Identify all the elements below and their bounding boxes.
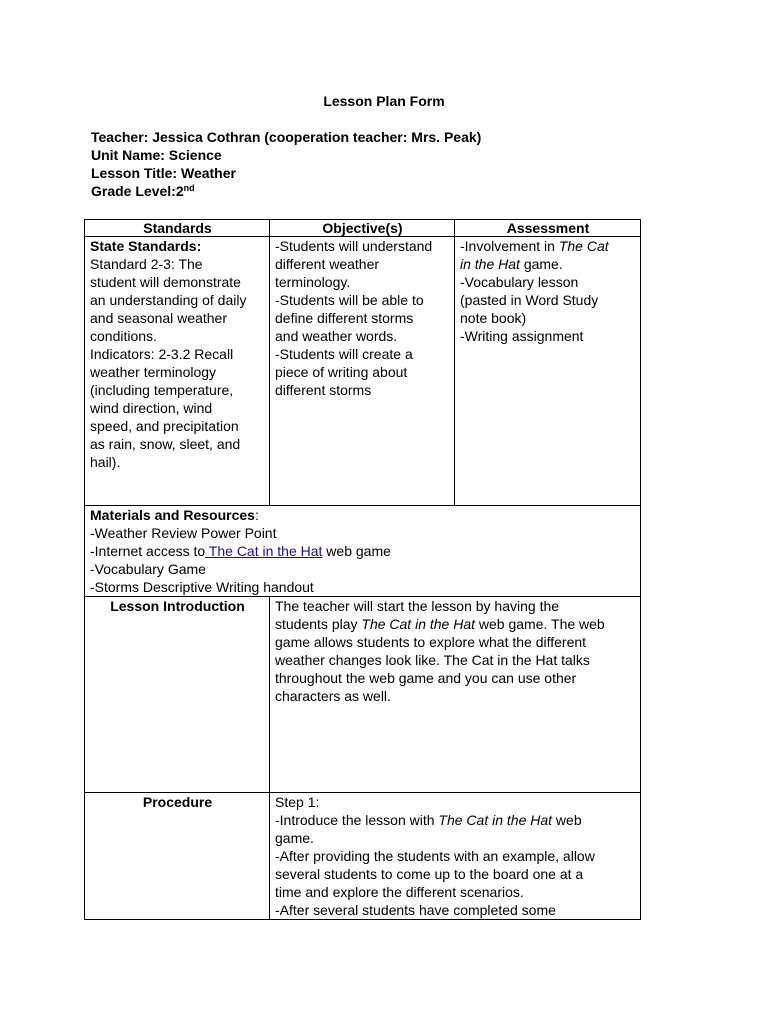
objective-line: -Students will be able to: [275, 292, 424, 308]
materials-cell: [85, 506, 641, 597]
procedure-line: Step 1:: [275, 794, 320, 810]
assessment-cell: [455, 237, 641, 506]
assessment-line: [460, 255, 636, 273]
procedure-cell: [270, 793, 641, 920]
procedure-line: several students to come up to the board one at a: [275, 866, 584, 882]
materials-row: [85, 506, 641, 597]
introduction-row: [85, 597, 641, 793]
objective-line: -Students will create a: [275, 346, 413, 362]
procedure-text: web: [552, 812, 582, 828]
materials-item: -Weather Review Power Point: [90, 525, 277, 541]
objective-line: define different storms: [275, 310, 414, 326]
objective-line: and weather words.: [275, 328, 398, 344]
grade-level-line: [91, 182, 481, 200]
materials-item: -Storms Descriptive Writing handout: [90, 579, 314, 595]
table-header-row: [85, 220, 641, 237]
header-standards: Standards: [85, 220, 270, 237]
standards-line: Indicators: 2-3.2 Recall: [90, 346, 234, 362]
materials-text: -Internet access to: [90, 543, 206, 559]
page-title: Lesson Plan Form: [323, 93, 445, 109]
unit-line: Unit Name: Science: [91, 147, 222, 163]
teacher-line: Teacher: Jessica Cothran (cooperation teacher: Mrs. Peak): [91, 129, 482, 145]
standards-line: an understanding of daily: [90, 292, 247, 308]
procedure-line: game.: [275, 830, 314, 846]
materials-item: [90, 542, 636, 560]
state-standards-heading: State Standards:: [90, 238, 202, 254]
standards-row: [85, 237, 641, 506]
introduction-line: weather changes look like. The Cat in the Hat talks: [275, 652, 590, 668]
standards-line: wind direction, wind: [90, 400, 213, 416]
introduction-line: [275, 615, 636, 633]
procedure-line: -After several students have completed some: [275, 902, 556, 918]
procedure-line: -After providing the students with an example, allow: [275, 848, 595, 864]
objective-line: different weather: [275, 256, 380, 272]
assessment-text: game.: [519, 256, 563, 272]
cat-in-hat-title: The Cat in the Hat: [361, 616, 476, 632]
introduction-line: characters as well.: [275, 688, 391, 704]
cat-in-hat-title: The Cat in the Hat: [438, 812, 553, 828]
materials-text: web game: [322, 543, 391, 559]
objective-line: terminology.: [275, 274, 351, 290]
materials-heading: Materials and Resources: [90, 507, 255, 523]
grade-level-suffix: nd: [183, 183, 195, 193]
introduction-line: throughout the web game and you can use other: [275, 670, 577, 686]
cat-in-hat-title: The Cat: [558, 238, 609, 254]
materials-heading-line: [90, 506, 636, 524]
lesson-title-line: Lesson Title: Weather: [91, 165, 236, 181]
procedure-line: time and explore the different scenarios.: [275, 884, 524, 900]
introduction-line: The teacher will start the lesson by having the: [275, 598, 560, 614]
materials-colon: :: [254, 507, 259, 523]
standards-line: (including temperature,: [90, 382, 234, 398]
assessment-line: -Writing assignment: [460, 328, 584, 344]
assessment-line: note book): [460, 310, 527, 326]
objective-line: -Students will understand: [275, 238, 433, 254]
objective-line: piece of writing about: [275, 364, 408, 380]
standards-cell: [85, 237, 270, 506]
standards-line: speed, and precipitation: [90, 418, 239, 434]
introduction-text: students play: [275, 616, 362, 632]
standards-line: weather terminology: [90, 364, 217, 380]
procedure-text: -Introduce the lesson with: [275, 812, 439, 828]
introduction-text: web game. The web: [475, 616, 605, 632]
assessment-line: [460, 237, 636, 255]
lesson-plan-table: [84, 219, 641, 920]
standards-line: conditions.: [90, 328, 157, 344]
standards-line: Standard 2-3: The: [90, 256, 203, 272]
cat-in-hat-link[interactable]: The Cat in the Hat: [205, 543, 323, 559]
introduction-line: game allows students to explore what the different: [275, 634, 587, 650]
grade-level-value: 2: [175, 183, 184, 199]
procedure-line: [275, 811, 636, 829]
materials-item: -Vocabulary Game: [90, 561, 206, 577]
lesson-meta: [91, 128, 481, 200]
assessment-text: -Involvement in: [460, 238, 559, 254]
standards-line: as rain, snow, sleet, and: [90, 436, 241, 452]
standards-line: student will demonstrate: [90, 274, 241, 290]
introduction-cell: [270, 597, 641, 793]
objective-line: different storms: [275, 382, 372, 398]
assessment-line: (pasted in Word Study: [460, 292, 599, 308]
standards-line: hail).: [90, 454, 121, 470]
cat-in-hat-title: in the Hat: [460, 256, 520, 272]
objectives-cell: [270, 237, 455, 506]
procedure-label: Procedure: [85, 793, 270, 920]
grade-level-label: Grade Level:: [91, 183, 176, 199]
header-objectives: Objective(s): [270, 220, 455, 237]
assessment-line: -Vocabulary lesson: [460, 274, 579, 290]
header-assessment: Assessment: [455, 220, 641, 237]
procedure-row: [85, 793, 641, 920]
introduction-label: Lesson Introduction: [85, 597, 270, 793]
standards-line: and seasonal weather: [90, 310, 227, 326]
